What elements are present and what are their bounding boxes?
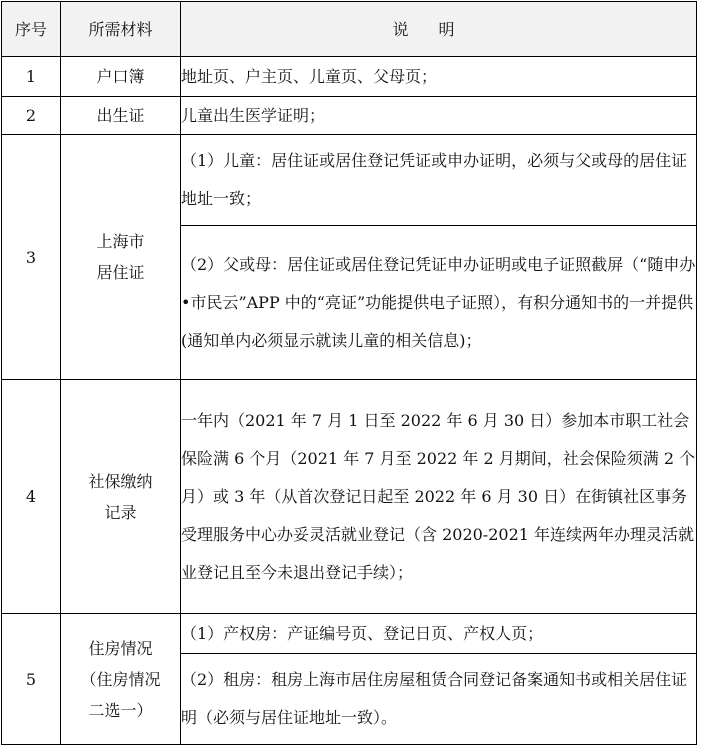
header-description: 说明 xyxy=(181,2,697,57)
material-line: 住房情况 xyxy=(88,638,153,658)
table-header-row xyxy=(2,2,697,57)
description-cell: （1）产权房：产证编号页、登记日页、产权人页； xyxy=(181,614,697,654)
material-line: 记录 xyxy=(104,502,137,522)
row-number: 2 xyxy=(2,97,61,135)
material-name xyxy=(61,380,181,614)
table-row xyxy=(2,57,697,97)
table-row xyxy=(2,380,697,614)
header-material: 所需材料 xyxy=(61,2,181,57)
material-name: 出生证 xyxy=(61,97,181,135)
material-line: 社保缴纳 xyxy=(88,471,153,491)
material-name xyxy=(61,614,181,745)
material-line: （住房情况 xyxy=(80,669,161,689)
material-line: 二选一） xyxy=(88,700,153,720)
row-number: 1 xyxy=(2,57,61,97)
row-number: 3 xyxy=(2,135,61,380)
table-row xyxy=(2,135,697,226)
description-cell: （1）儿童：居住证或居住登记凭证或申办证明，必须与父或母的居住证地址一致； xyxy=(181,135,697,226)
material-line: 上海市 xyxy=(96,232,145,251)
material-line: 居住证 xyxy=(96,263,145,282)
description-cell: （2）父或母：居住证或居住登记凭证申办证明或电子证照截屏（“随申办•市民云”APP 中的“亮证”功能提供电子证照），有积分通知书的一并提供(通知单内必须显示就读儿童的相关信息)； xyxy=(181,226,697,380)
description-cell: （2）租房：租房上海市居住房屋租赁合同登记备案通知书或相关居住证明（必须与居住证地址一致）。 xyxy=(181,654,697,745)
table-row xyxy=(2,97,697,135)
requirements-table xyxy=(1,1,697,745)
row-number: 5 xyxy=(2,614,61,745)
row-number: 4 xyxy=(2,380,61,614)
description-cell: 地址页、户主页、儿童页、父母页； xyxy=(181,57,697,97)
header-no: 序号 xyxy=(2,2,61,57)
material-name: 户口簿 xyxy=(61,57,181,97)
material-name xyxy=(61,135,181,380)
description-cell: 儿童出生医学证明； xyxy=(181,97,697,135)
table-row xyxy=(2,614,697,654)
description-cell: 一年内（2021 年 7 月 1 日至 2022 年 6 月 30 日）参加本市职工社会保险满 6 个月（2021 年 7 月至 2022 年 2 月期间，社会保险须满 2 个月）或 3 年（从首次登记日起至 2022 年 6 月 30 日）在街镇社区事务受理服务中心办妥灵活就业登记（含 2020-2021 年连续两年办理灵活就业登记且至今未退出登记手续）； xyxy=(181,380,697,614)
